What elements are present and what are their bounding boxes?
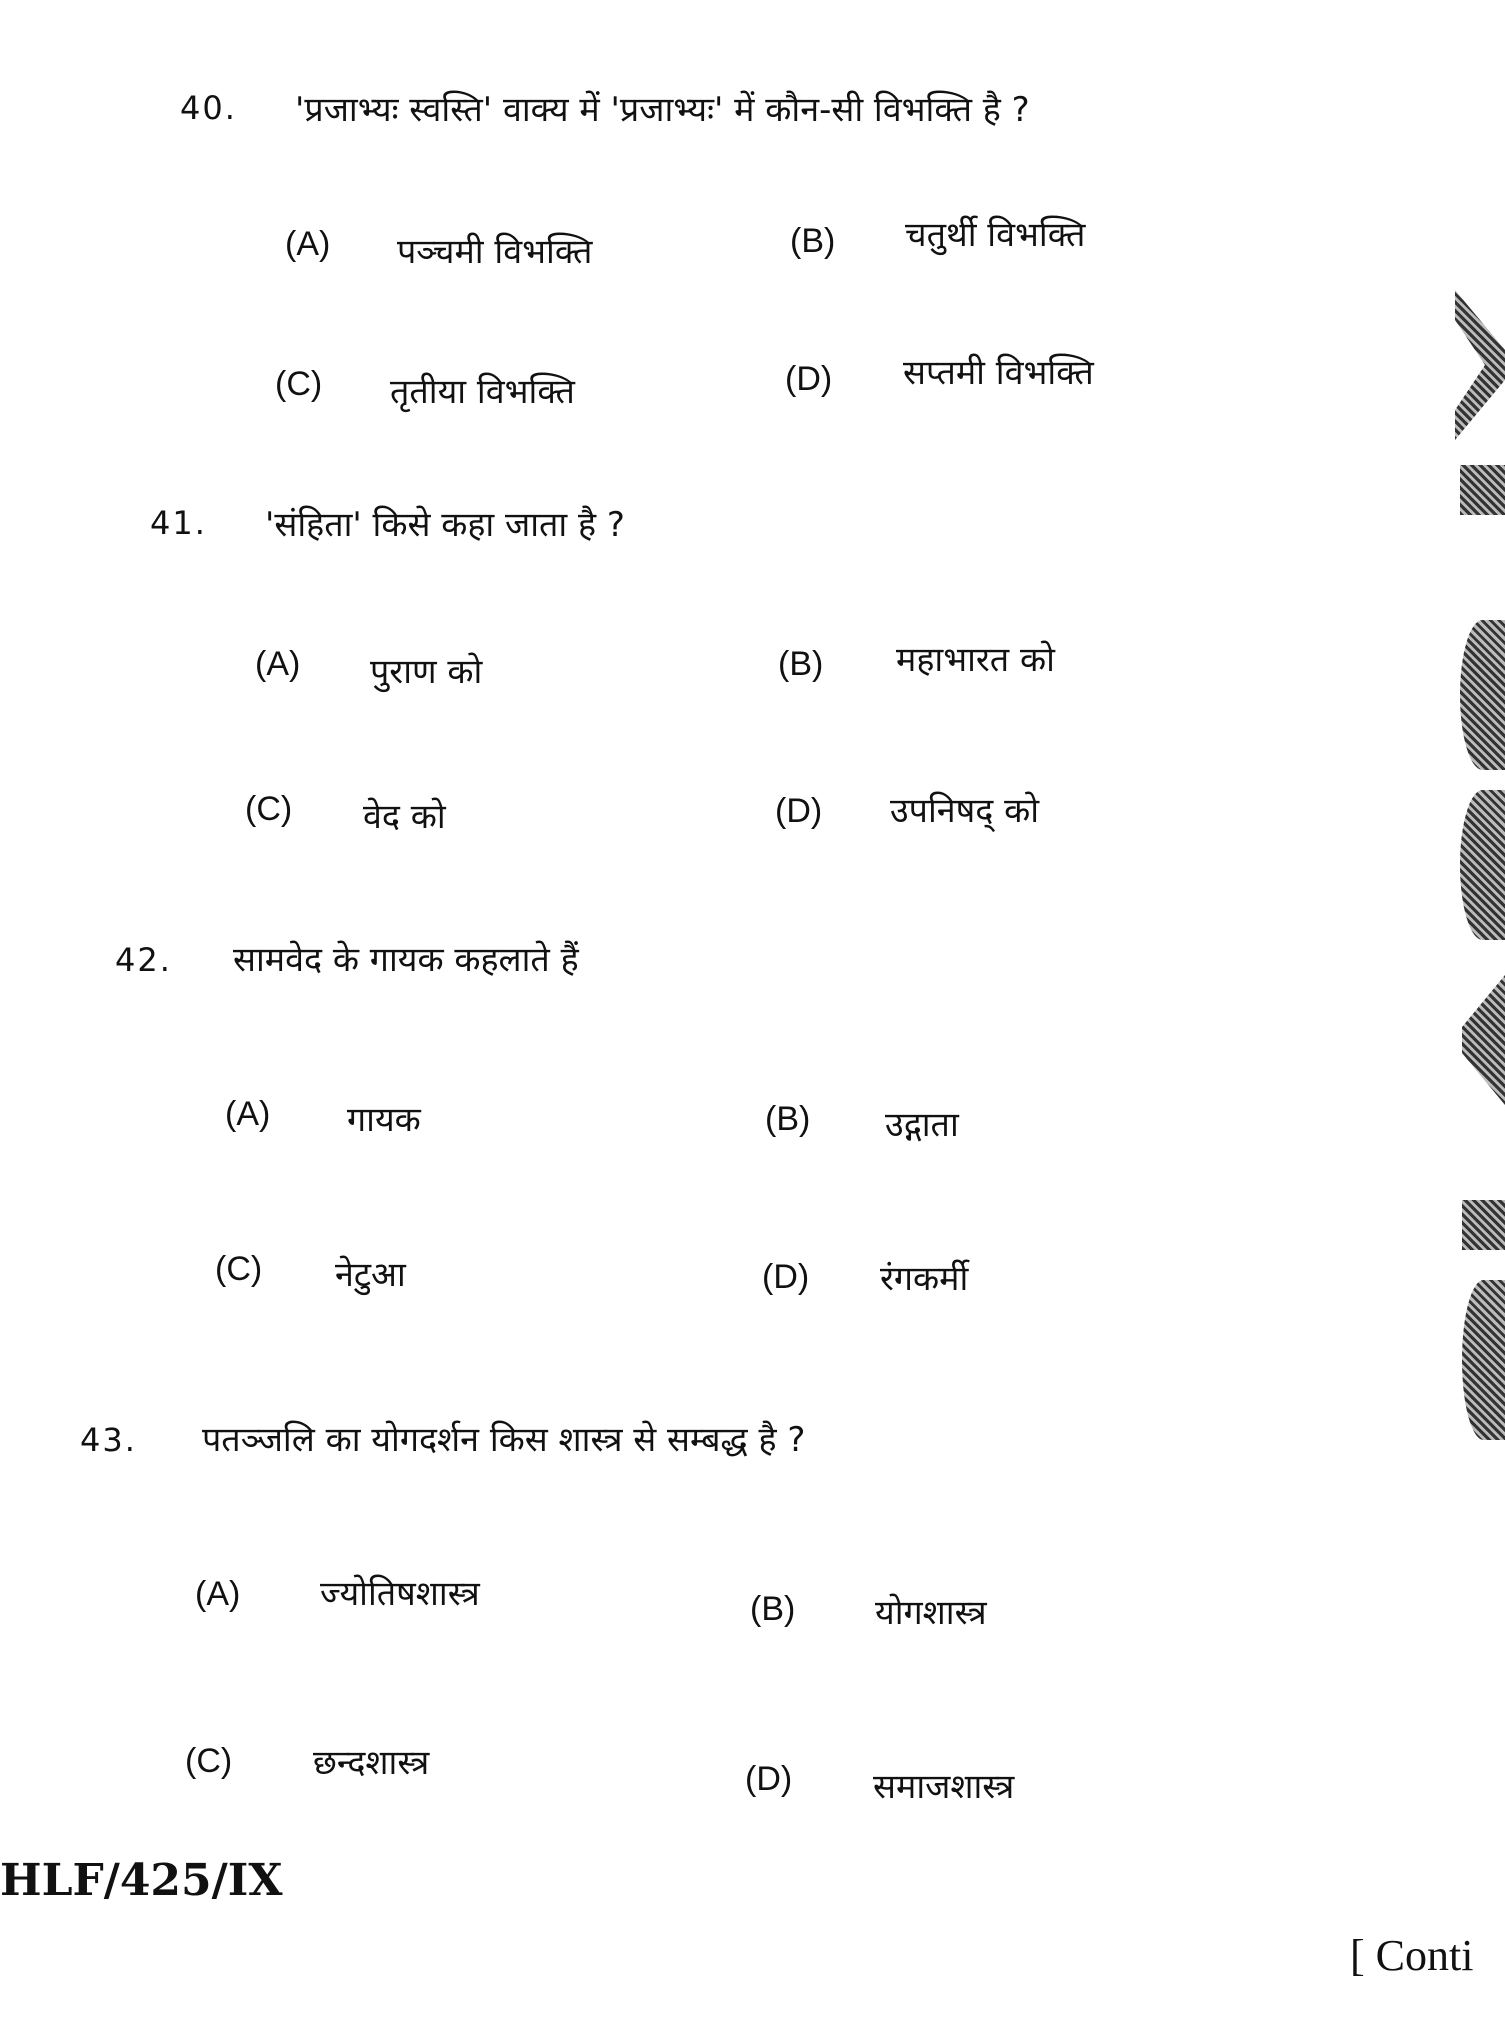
option-text: योगशास्त्र [875, 1593, 987, 1633]
side-scan-mark [1462, 975, 1505, 1105]
option-label: (D) [775, 792, 823, 830]
option-text: रंगकर्मी [880, 1259, 969, 1299]
option-label: (C) [185, 1742, 233, 1780]
option-label: (A) [195, 1575, 241, 1613]
question-text: 'प्रजाभ्यः स्वस्ति' वाक्य में 'प्रजाभ्यः' में कौन-सी विभक्ति है ? [295, 90, 1030, 130]
option-text: सप्तमी विभक्ति [903, 353, 1094, 393]
option-label: (A) [285, 225, 331, 263]
question-number: 43. [80, 1421, 137, 1459]
side-scan-mark [1455, 290, 1505, 440]
side-scan-mark [1462, 1280, 1505, 1440]
option-text: उपनिषद् को [890, 791, 1040, 831]
option-label: (A) [225, 1095, 271, 1133]
question-number: 42. [115, 941, 172, 979]
question-number: 41. [150, 504, 207, 542]
option-label: (B) [790, 222, 836, 260]
option-label: (C) [245, 790, 293, 828]
option-label: (D) [745, 1760, 793, 1798]
option-label: (C) [275, 365, 323, 403]
side-scan-mark [1460, 620, 1505, 770]
option-text: उद्गाता [885, 1105, 959, 1145]
option-label: (D) [762, 1258, 810, 1296]
option-label: (B) [765, 1100, 811, 1138]
option-text: चतुर्थी विभक्ति [905, 215, 1086, 255]
option-label: (D) [785, 360, 833, 398]
option-label: (A) [255, 645, 301, 683]
question-text: 'संहिता' किसे कहा जाता है ? [265, 505, 625, 545]
option-text: वेद को [363, 797, 446, 837]
question-text: पतञ्जलि का योगदर्शन किस शास्त्र से सम्बद्ध है ? [202, 1420, 806, 1460]
option-label: (B) [778, 645, 824, 683]
option-label: (C) [215, 1250, 263, 1288]
question-number: 40. [180, 89, 237, 127]
side-scan-mark [1460, 790, 1505, 940]
option-label: (B) [750, 1590, 796, 1628]
option-text: छन्दशास्त्र [313, 1743, 430, 1783]
side-scan-mark [1462, 1200, 1505, 1250]
option-text: गायक [347, 1100, 421, 1140]
question-text: सामवेद के गायक कहलाते हैं [233, 940, 579, 980]
paper-code: HLF/425/IX [0, 1855, 283, 1906]
option-text: तृतीया विभक्ति [390, 372, 575, 412]
continue-note: [ Conti [1350, 1931, 1474, 1980]
side-scan-mark [1460, 465, 1505, 515]
option-text: समाजशास्त्र [873, 1767, 1015, 1807]
option-text: पुराण को [370, 652, 483, 692]
option-text: ज्योतिषशास्त्र [320, 1574, 480, 1614]
option-text: पञ्चमी विभक्ति [397, 232, 593, 272]
option-text: महाभारत को [896, 640, 1055, 680]
option-text: नेटुआ [335, 1255, 406, 1295]
